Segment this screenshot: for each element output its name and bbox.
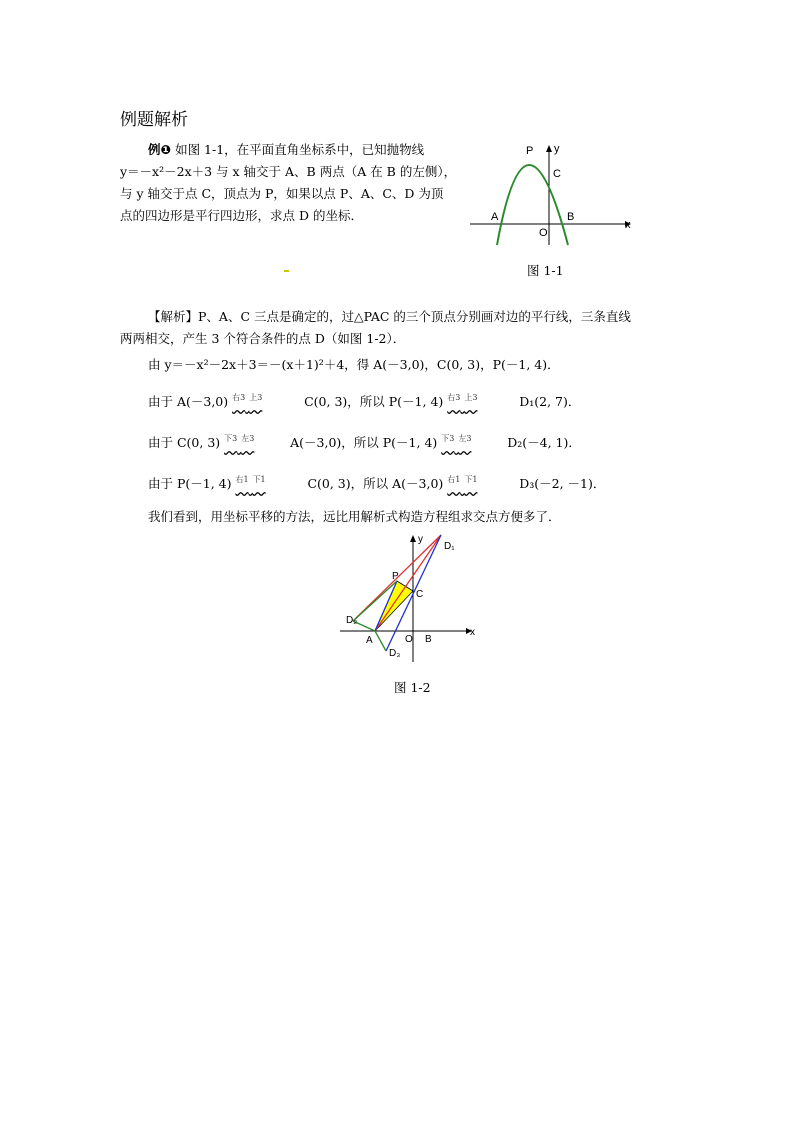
case3-post: D₃(－2, －1)． xyxy=(519,476,606,491)
case2-note-1: 下3 xyxy=(224,434,238,443)
solution-case-1 xyxy=(148,387,580,413)
case2-note-2: 左3 xyxy=(241,434,255,443)
fig2-label-y: y xyxy=(418,534,423,545)
example-text-1: 如图 1-1，在平面直角坐标系中，已知抛物线 xyxy=(175,142,425,157)
fig2-label-C: C xyxy=(416,589,424,600)
case1-translation-arrow xyxy=(232,387,300,413)
figure-1-2-caption: 图 1-2 xyxy=(394,680,431,695)
case1-note-2b: 上3 xyxy=(464,393,478,402)
label-O: O xyxy=(539,227,548,239)
example-line-1 xyxy=(148,139,424,161)
case1-mid: C(0, 3)，所以 P(－1, 4) xyxy=(304,394,444,409)
figure-1-1 xyxy=(465,140,640,250)
solution-case-2 xyxy=(148,428,581,454)
case3-note-1b: 右1 xyxy=(447,475,461,484)
solution-intro-1: 【解析】P、A、C 三点是确定的，过△PAC 的三个顶点分别画对边的平行线，三条直线 xyxy=(148,309,631,324)
case1-pre: 由于 A(－3,0) xyxy=(148,394,229,409)
fig2-label-x: x xyxy=(470,627,475,638)
case3-note-2b: 下1 xyxy=(464,475,478,484)
case2-note-1b: 下3 xyxy=(441,434,455,443)
fig2-label-P: P xyxy=(392,571,399,582)
fig2-label-A: A xyxy=(366,635,373,646)
solution-case-3 xyxy=(148,469,605,495)
case2-translation-arrow xyxy=(224,428,286,454)
case3-translation-arrow-2 xyxy=(447,469,515,495)
label-x: x xyxy=(625,219,631,231)
case2-pre: 由于 C(0, 3) xyxy=(148,435,221,450)
section-heading: 例题解析 xyxy=(120,110,188,130)
case1-post: D₁(2, 7)． xyxy=(519,394,581,409)
solution-conclusion: 我们看到，用坐标平移的方法，远比用解析式构造方程组求交点方便多了． xyxy=(148,509,561,524)
figure-1-1-caption: 图 1-1 xyxy=(527,263,564,278)
highlight-mark xyxy=(284,270,289,272)
case2-translation-arrow-2 xyxy=(441,428,503,454)
red-line-AD1 xyxy=(375,535,441,631)
case3-mid: C(0, 3)，所以 A(－3,0) xyxy=(307,476,444,491)
figure-1-2 xyxy=(330,530,490,665)
case3-note-1: 右1 xyxy=(235,475,249,484)
solution-derive: 由 y＝－x²－2x＋3＝－(x＋1)²＋4，得 A(－3,0)，C(0, 3)，P(－1, 4)． xyxy=(148,357,560,372)
fig2-label-O: O xyxy=(405,634,413,645)
case1-note-1b: 右3 xyxy=(447,393,461,402)
fig2-label-D3: D₃ xyxy=(389,648,401,659)
case1-note-2: 上3 xyxy=(249,393,263,402)
example-label: 例❶ xyxy=(148,142,172,157)
case3-note-2: 下1 xyxy=(252,475,266,484)
label-B: B xyxy=(567,211,575,223)
fig2-label-D2: D₂ xyxy=(346,615,358,626)
y-axis-arrow-icon xyxy=(546,145,552,152)
solution-intro-2: 两两相交，产生 3 个符合条件的点 D（如图 1-2）． xyxy=(120,331,406,346)
case2-post: D₂(－4, 1)． xyxy=(507,435,581,450)
label-A: A xyxy=(491,211,499,223)
fig2-label-B: B xyxy=(425,634,432,645)
example-line-4: 点的四边形是平行四边形，求点 D 的坐标． xyxy=(120,208,363,223)
case1-translation-arrow-2 xyxy=(447,387,515,413)
fig2-y-arrow-icon xyxy=(410,535,416,542)
example-line-2: y＝－x²－2x＋3 与 x 轴交于 A、B 两点（A 在 B 的左侧）， xyxy=(120,164,457,179)
case3-pre: 由于 P(－1, 4) xyxy=(148,476,232,491)
example-line-3: 与 y 轴交于点 C，顶点为 P，如果以点 P、A、C、D 为顶 xyxy=(120,186,444,201)
case1-note-1: 右3 xyxy=(232,393,246,402)
fig2-label-D1: D₁ xyxy=(444,541,455,552)
case3-translation-arrow xyxy=(235,469,303,495)
case2-note-2b: 左3 xyxy=(458,434,472,443)
case2-mid: A(－3,0)，所以 P(－1, 4) xyxy=(290,435,438,450)
label-P: P xyxy=(526,145,534,157)
green-line-AD3 xyxy=(375,631,386,651)
label-C: C xyxy=(553,168,561,180)
label-y: y xyxy=(554,143,560,155)
